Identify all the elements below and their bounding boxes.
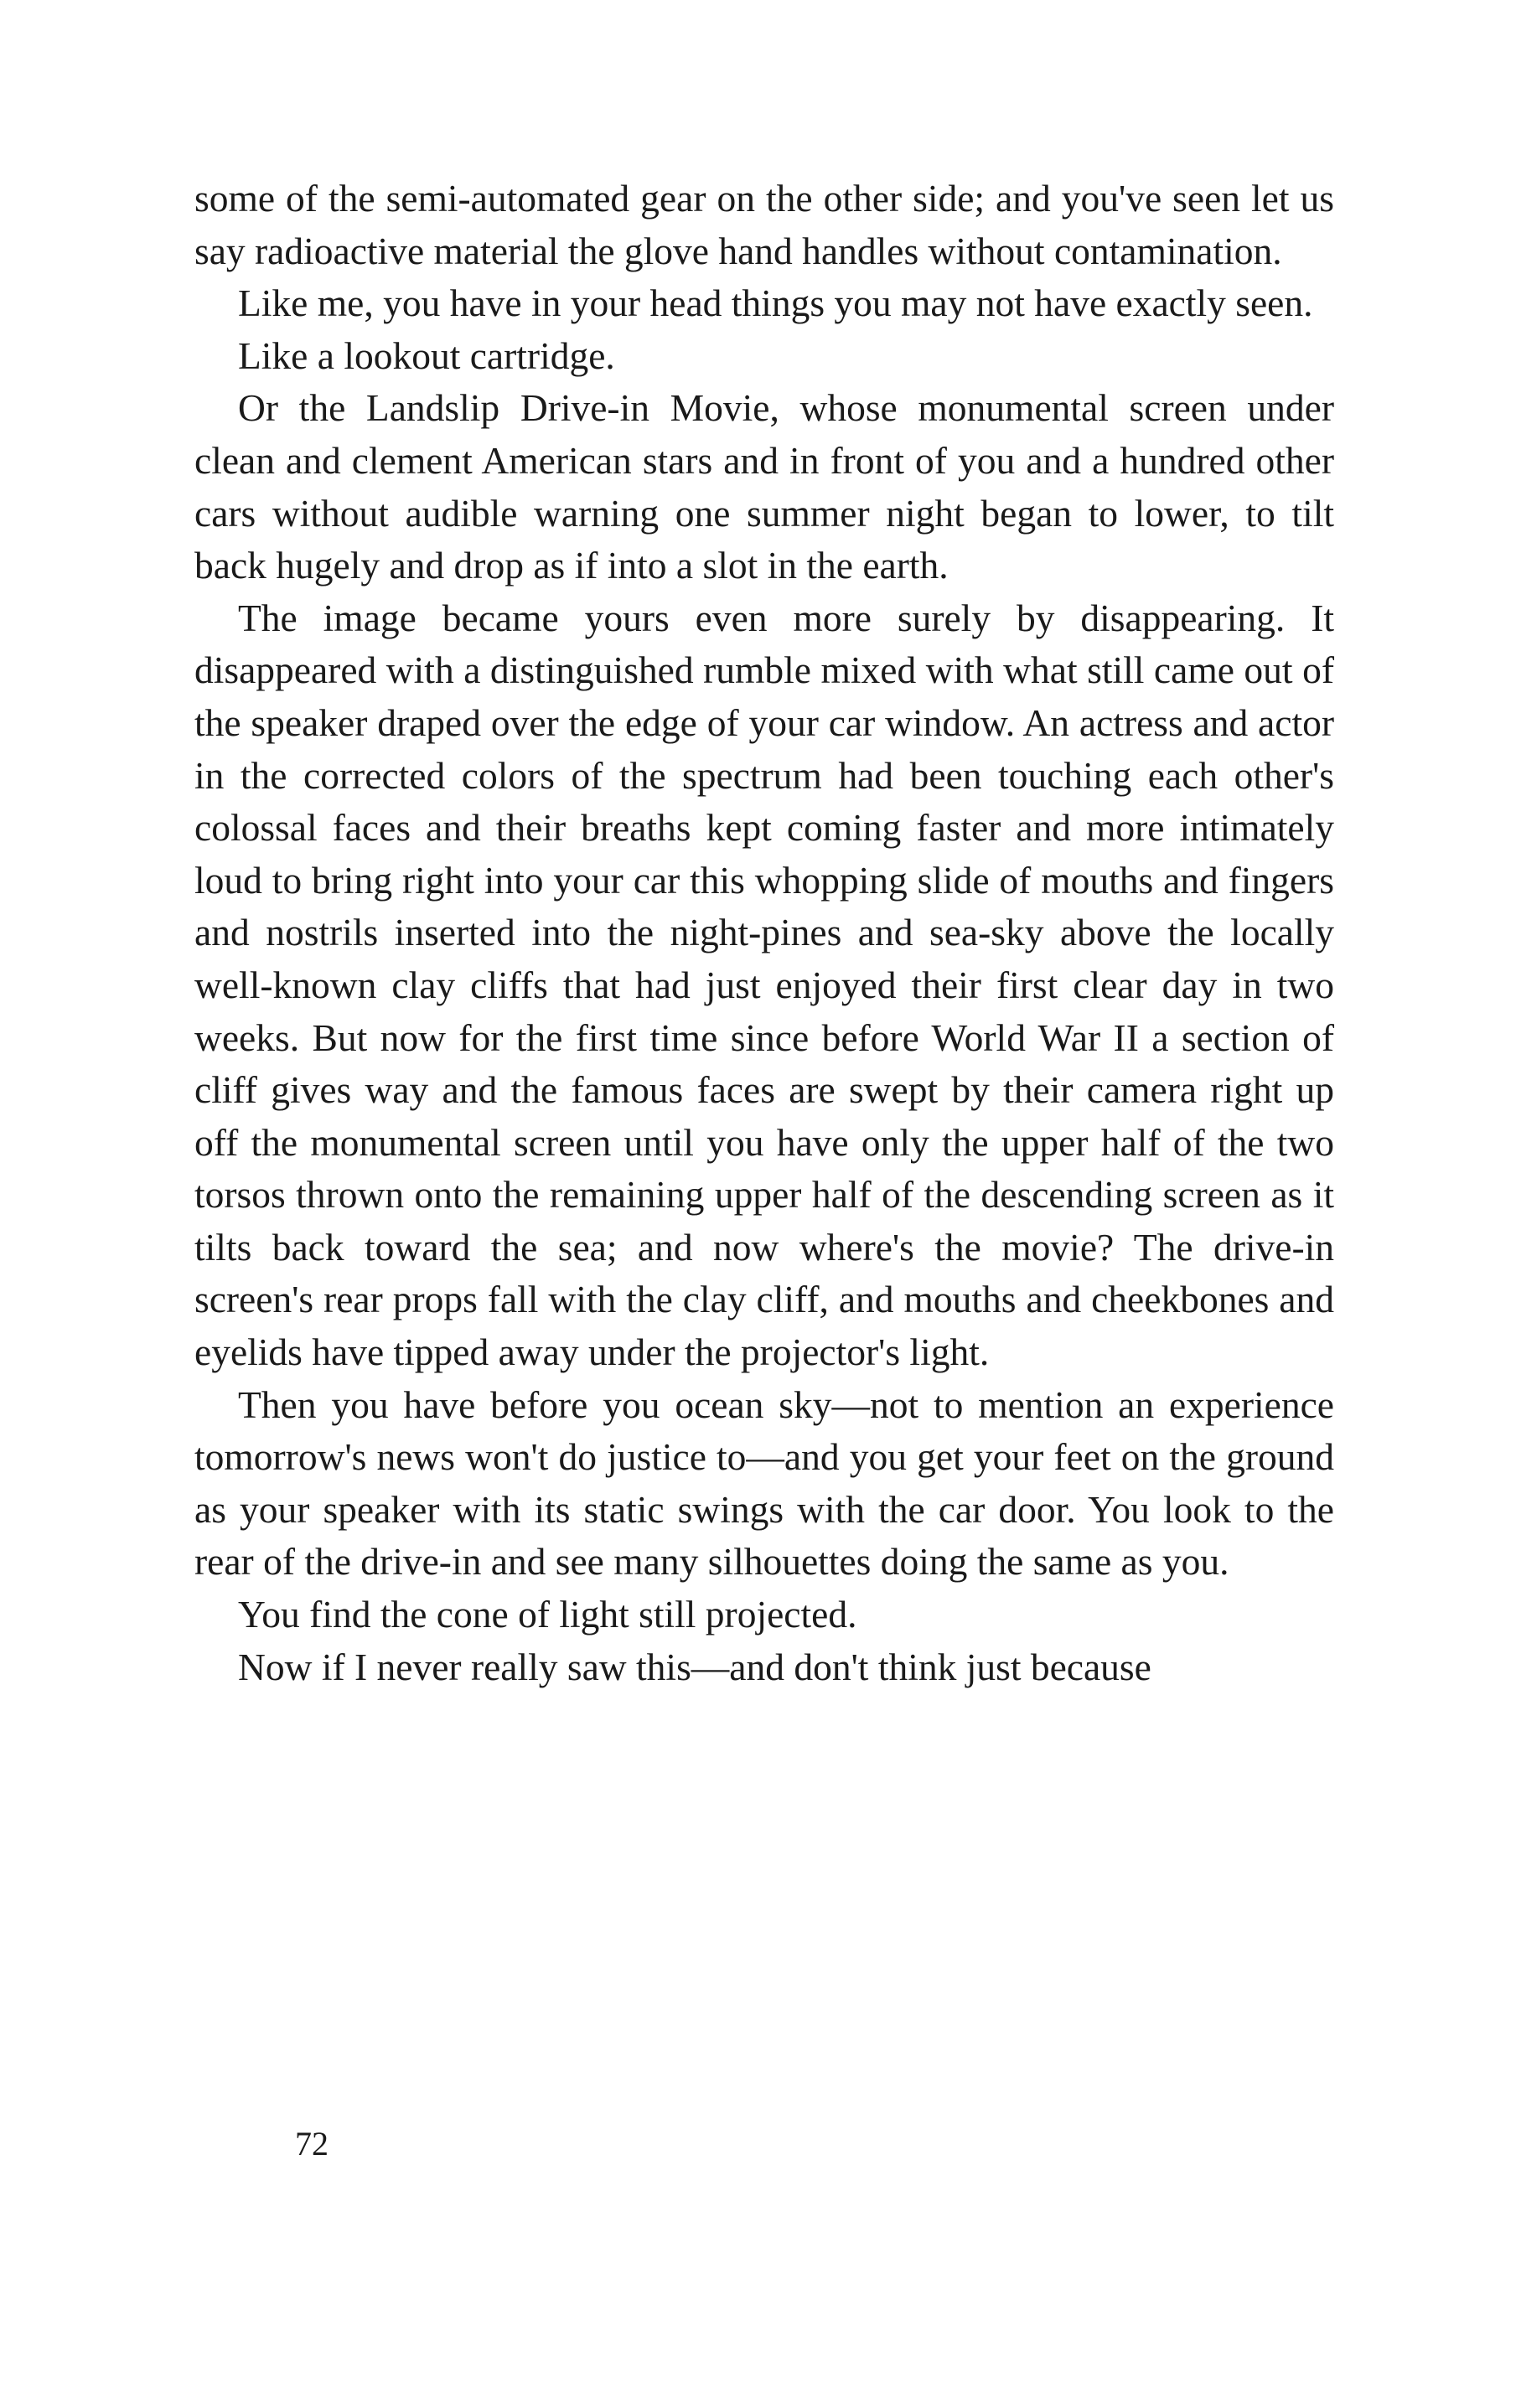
body-text bbox=[194, 173, 1334, 1693]
paragraph: Or the Landslip Drive-in Movie, whose monumental screen under clean and clement American stars and in front of you and a hundred other cars without audible warning one summer night began to lower, to tilt back hugely and drop as if into a slot in the earth. bbox=[194, 386, 1334, 587]
paragraph: Like a lookout cartridge. bbox=[238, 333, 615, 377]
paragraph: You find the cone of light still projected. bbox=[238, 1593, 857, 1636]
paragraph: The image became yours even more surely by disappearing. It disappeared with a distinguished rumble mixed with what still came out of the speaker draped over the edge of your car window. An actress and actor in the corrected colors of the spectrum had been touching each other's colossal faces and their breaths kept coming faster and more intimately loud to bring right into your car this whopping slide of mouths and fingers and nostrils inserted into the night-pines and sea-sky above the locally well-known clay cliffs that had just enjoyed their first clear day in two weeks. But now for the first time since before World War II a section of cliff gives way and the famous faces are swept by their camera right up off the monumental screen until you have only the upper half of the two torsos thrown onto the remaining upper half of the descending screen as it tilts back toward the sea; and now where's the movie? The drive-in screen's rear props fall with the clay cliff, and mouths and cheekbones and eyelids have tipped away under the projector's light. bbox=[194, 596, 1334, 1374]
paragraph-final: Now if I never really saw this—and don't think just because bbox=[238, 1645, 1151, 1688]
page-number: 72 bbox=[295, 2125, 329, 2163]
paragraph: Like me, you have in your head things you may not have exactly seen. bbox=[238, 282, 1313, 325]
paragraph: Then you have before you ocean sky—not to mention an experience tomorrow's news won't do justice to—and you get your feet on the ground as your speaker with its static swings with the car door. You look to the rear of the drive-in and see many silhouettes doing the same as you. bbox=[194, 1382, 1334, 1584]
paragraph-continued: some of the semi-automated gear on the other side; and you've seen let us say radioactive material the glove hand handles without contamination. bbox=[194, 177, 1334, 272]
